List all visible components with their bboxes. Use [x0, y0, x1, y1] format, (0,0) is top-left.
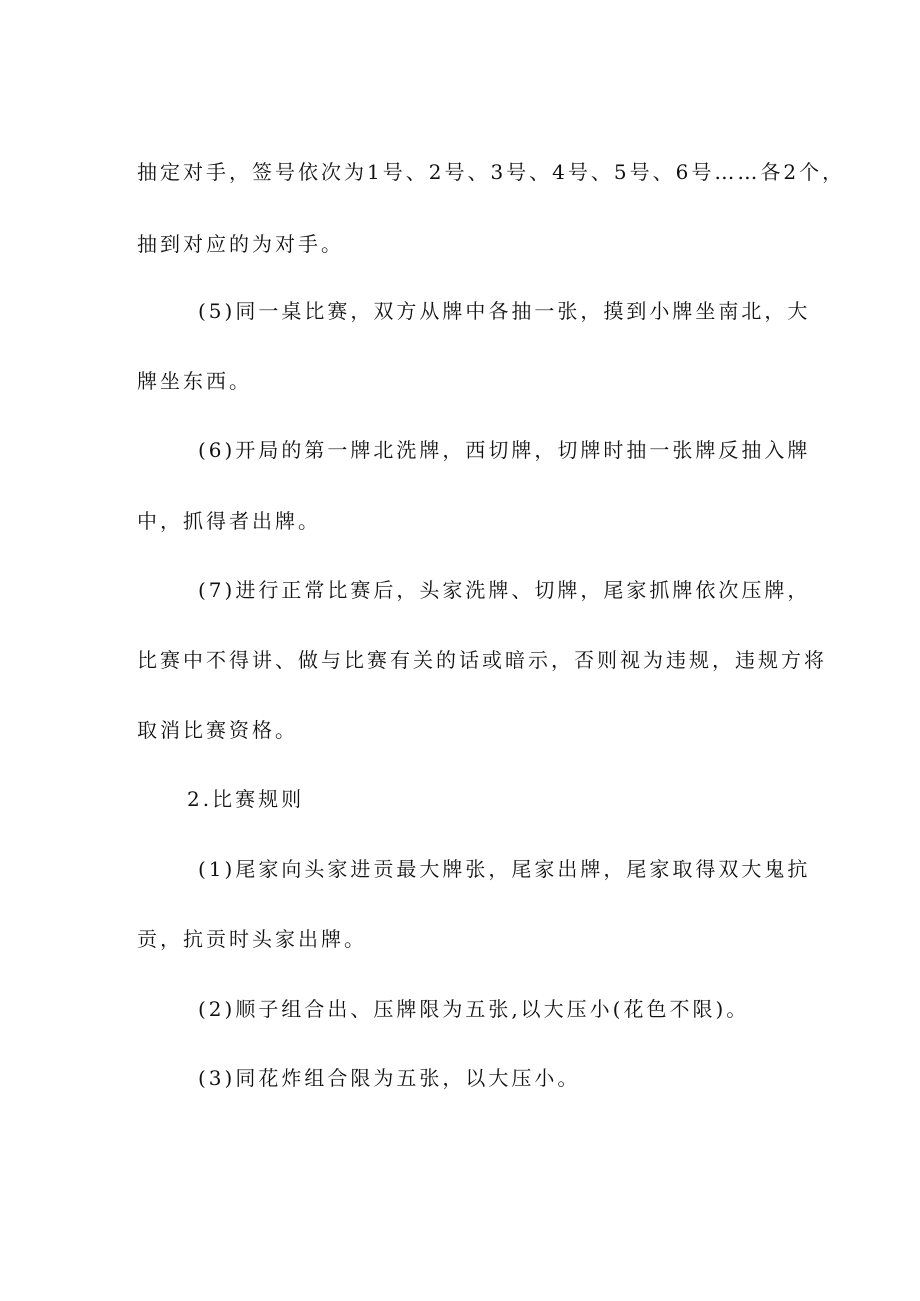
paragraph-line: 中，抓得者出牌。: [137, 509, 321, 533]
rule-item-2: (2)顺子组合出、压牌限为五张,以大压小(花色不限)。: [198, 997, 750, 1021]
rule-item-3: (3)同花炸组合限为五张，以大压小。: [198, 1066, 581, 1090]
paragraph-line: 贡，抗贡时头家出牌。: [137, 927, 367, 951]
rule-item-1: (1)尾家向头家进贡最大牌张，尾家出牌，尾家取得双大鬼抗: [198, 857, 811, 881]
paragraph-line: 比赛中不得讲、做与比赛有关的话或暗示，否则视为违规，违规方将: [137, 648, 827, 672]
paragraph-line: 抽到对应的为对手。: [137, 232, 344, 256]
paragraph-line: 牌坐东西。: [137, 369, 252, 393]
rule-item-5: (5)同一桌比赛，双方从牌中各抽一张，摸到小牌坐南北，大: [198, 299, 811, 323]
section-heading: 2.比赛规则: [187, 787, 305, 811]
rule-item-7: (7)进行正常比赛后，头家洗牌、切牌，尾家抓牌依次压牌，: [198, 578, 811, 602]
paragraph-line: 取消比赛资格。: [137, 718, 298, 742]
paragraph-line: 抽定对手，签号依次为1号、2号、3号、4号、5号、6号……各2个，: [137, 160, 846, 184]
rule-item-6: (6)开局的第一牌北洗牌，西切牌，切牌时抽一张牌反抽入牌: [198, 438, 811, 462]
